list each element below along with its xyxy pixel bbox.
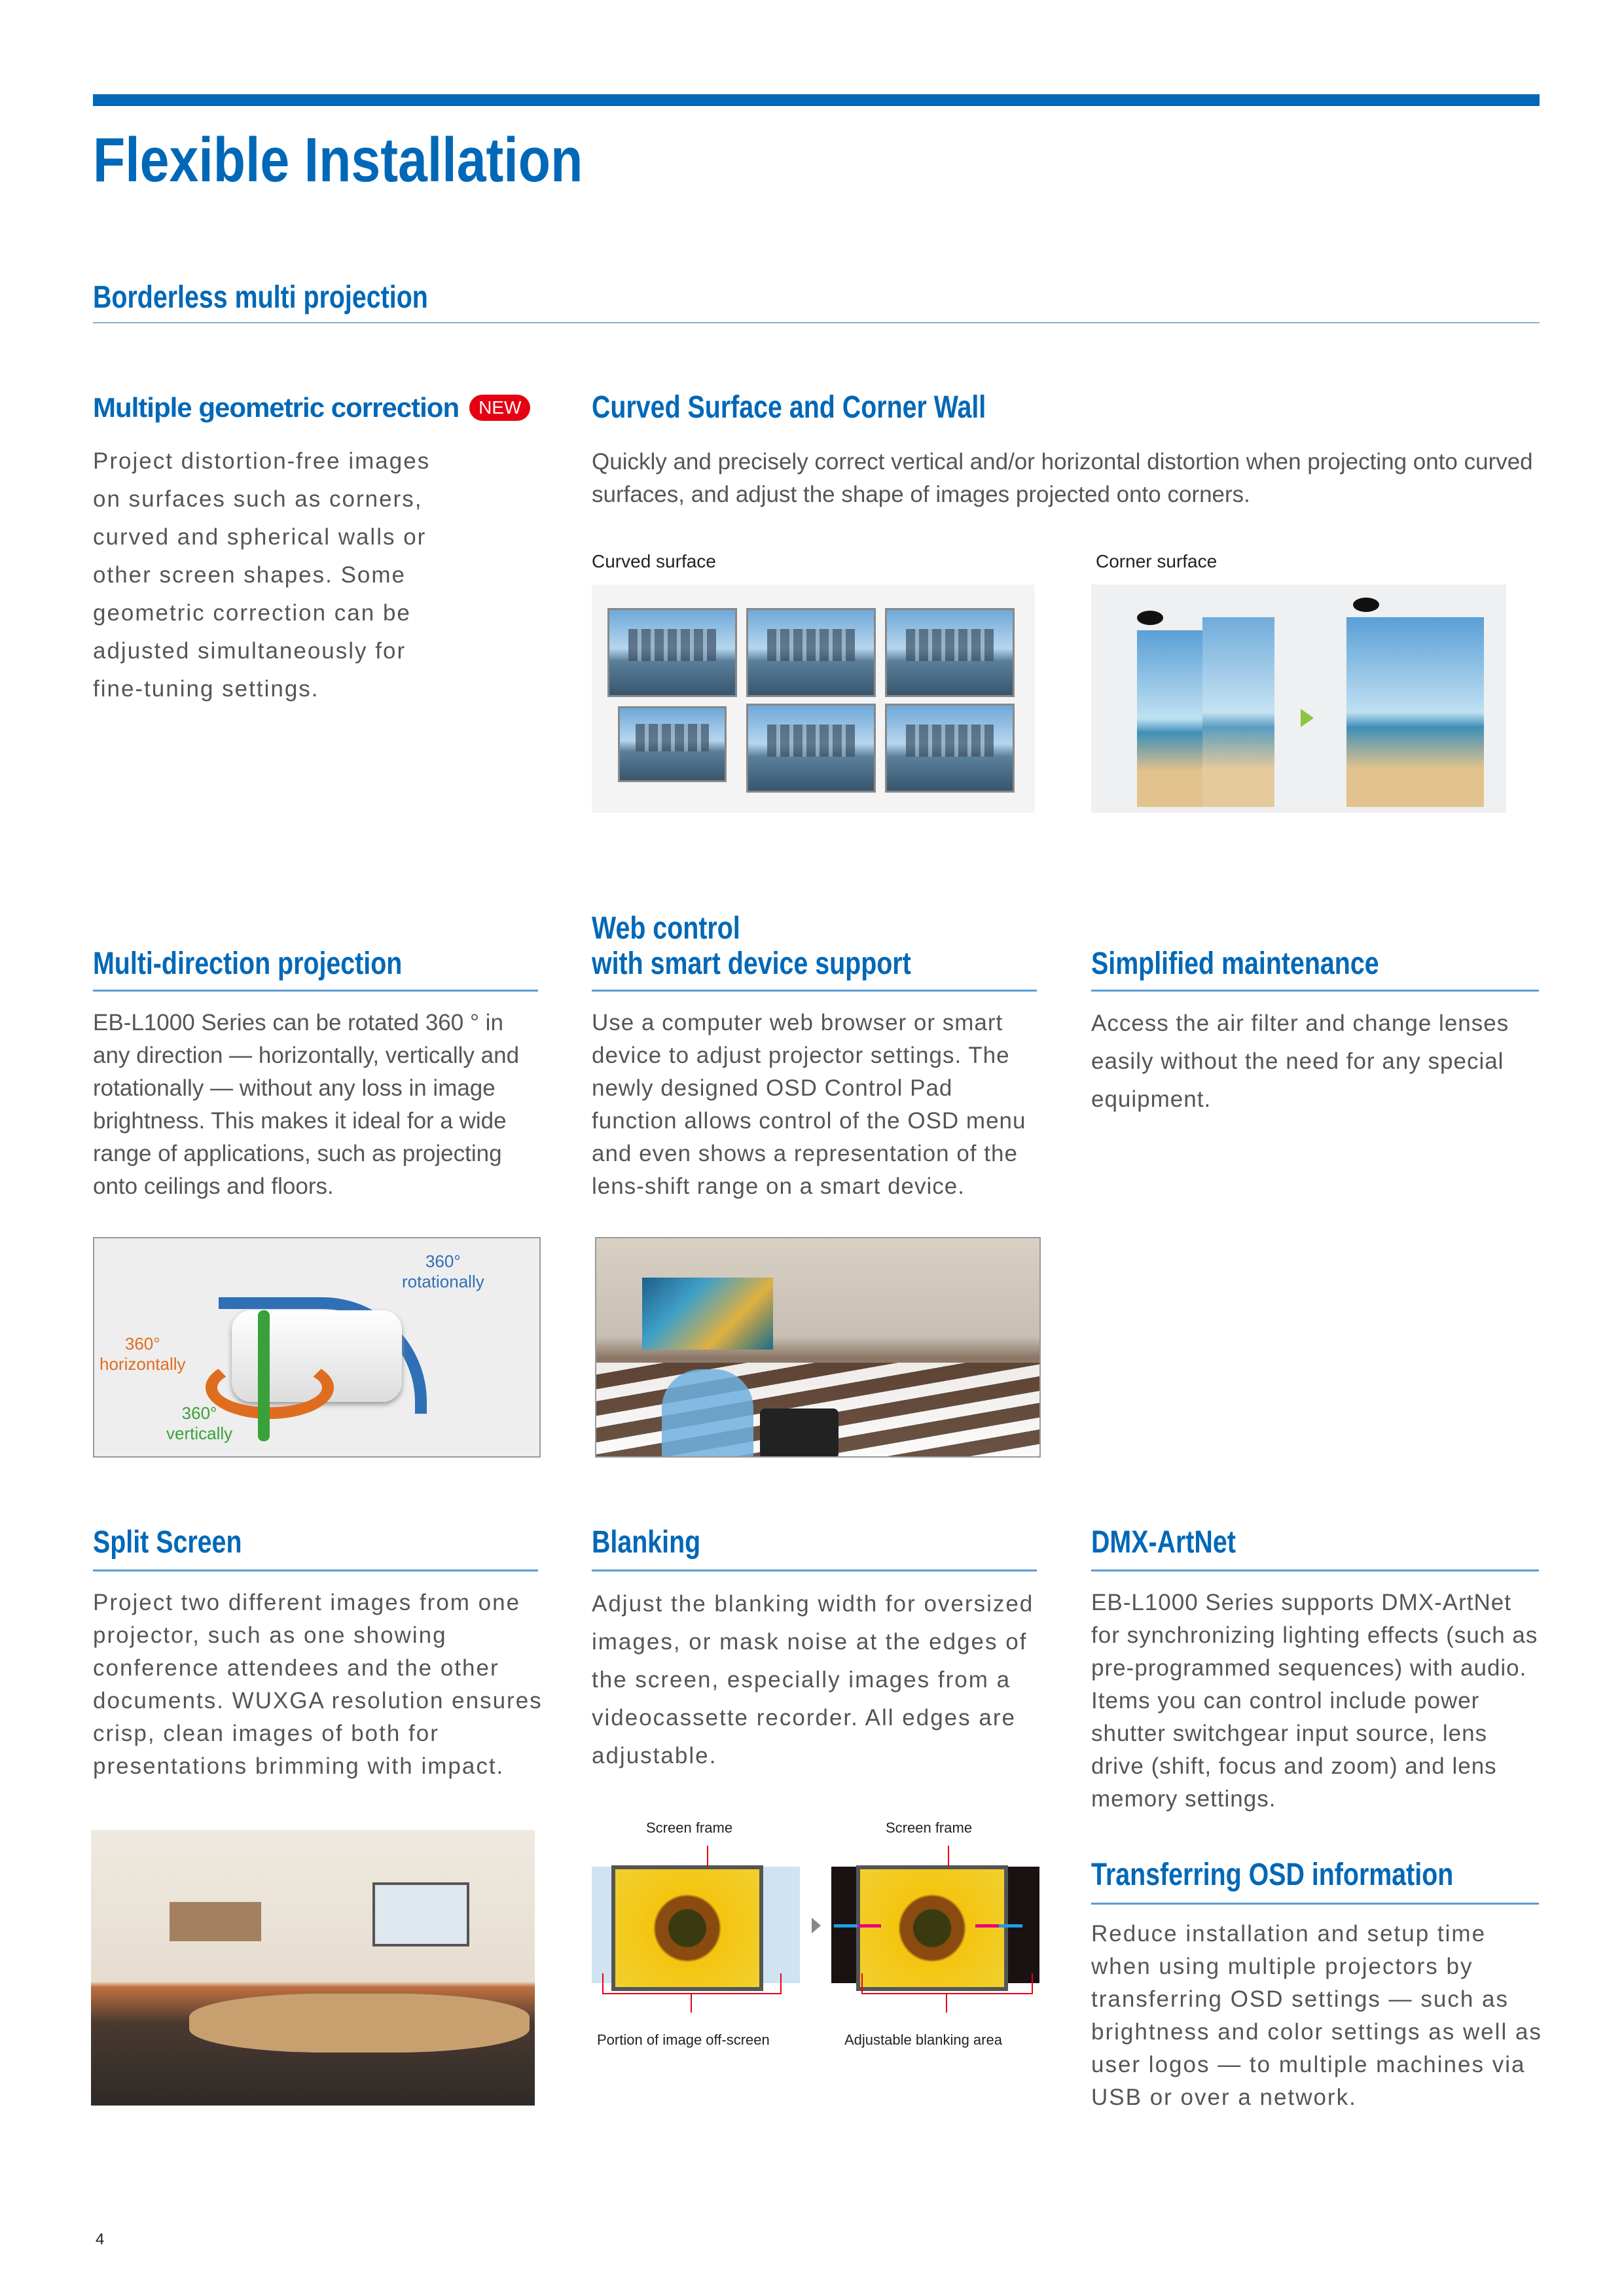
split-divider bbox=[93, 1570, 538, 1571]
blanking-text: Adjust the blanking width for oversized images, or mask noise at the edges of the screen, especially images from a videocassette recorder. All edges are adjustable. bbox=[592, 1591, 1034, 1768]
osd-divider bbox=[1091, 1903, 1539, 1905]
multidir-text: EB-L1000 Series can be rotated 360 ° in any direction — horizontally, vertically and rotationally — without any loss in image brightness. This makes it ideal for a wide range of applications, such as projecting onto ceilings and floors. bbox=[93, 1010, 520, 1199]
screen-frame-label-2: Screen frame bbox=[886, 1820, 973, 1836]
blanking-divider bbox=[592, 1570, 1037, 1571]
horizontally-label: 360° horizontally bbox=[99, 1334, 186, 1374]
rotationally-label: 360° rotationally bbox=[402, 1251, 484, 1291]
split-text: Project two different images from one projector, such as one showing conference attendees and the other documents. WUXGA resolution ensures crisp, clean images of both for presentations brimming with impact. bbox=[93, 1590, 543, 1779]
geometric-header bbox=[93, 390, 530, 425]
maint-heading: Simplified maintenance bbox=[1091, 946, 1379, 981]
web-heading-line1: Web control bbox=[592, 911, 740, 946]
curved-surface-image bbox=[592, 584, 1035, 813]
maint-text: Access the air filter and change lenses easily without the need for any special equipment. bbox=[1091, 1011, 1509, 1112]
dmx-heading: DMX-ArtNet bbox=[1091, 1525, 1236, 1560]
new-badge: NEW bbox=[469, 395, 530, 421]
maint-divider bbox=[1091, 990, 1539, 992]
blanking-diagram bbox=[592, 1820, 1038, 2055]
vertically-label: 360° vertically bbox=[166, 1403, 233, 1443]
multidir-heading: Multi-direction projection bbox=[93, 946, 403, 981]
blanking-heading: Blanking bbox=[592, 1525, 701, 1560]
curved-surface-label: Curved surface bbox=[592, 551, 716, 571]
section-divider bbox=[93, 322, 1540, 323]
split-screen-image bbox=[91, 1830, 535, 2106]
web-heading-line2: with smart device support bbox=[592, 946, 911, 981]
osd-text: Reduce installation and setup time when using multiple projectors by transferring OSD settings — such as brightness and color settings as well as user logos — to multiple machines via USB or over a network. bbox=[1091, 1921, 1542, 2110]
top-accent-bar bbox=[93, 94, 1540, 106]
offscreen-label: Portion of image off-screen bbox=[597, 2032, 770, 2048]
geometric-heading: Multiple geometric correction bbox=[93, 392, 460, 423]
web-divider bbox=[592, 990, 1037, 992]
corner-surface-image bbox=[1091, 584, 1506, 813]
curved-heading: Curved Surface and Corner Wall bbox=[592, 390, 986, 425]
split-heading: Split Screen bbox=[93, 1525, 242, 1560]
page-number: 4 bbox=[96, 2231, 105, 2248]
multidir-image bbox=[93, 1237, 541, 1458]
corner-surface-label: Corner surface bbox=[1096, 551, 1218, 571]
web-text: Use a computer web browser or smart device to adjust projector settings. The newly designed OSD Control Pad function allows control of the OSD menu and even shows a representation of the lens-shift range on a smart device. bbox=[592, 1010, 1026, 1199]
web-control-image bbox=[595, 1237, 1041, 1458]
geometric-text: Project distortion-free images on surfaces such as corners, curved and spherical walls or other screen shapes. Some geometric correction can be adjusted simultaneously for fine-tuning settings. bbox=[93, 448, 431, 702]
screen-frame-label-1: Screen frame bbox=[646, 1820, 733, 1836]
osd-heading: Transferring OSD information bbox=[1091, 1857, 1454, 1892]
section-heading: Borderless multi projection bbox=[93, 280, 428, 315]
multidir-divider bbox=[93, 990, 538, 992]
page-title: Flexible Installation bbox=[93, 125, 583, 195]
blanking-area-label: Adjustable blanking area bbox=[844, 2032, 1002, 2048]
curved-text: Quickly and precisely correct vertical and/or horizontal distortion when projecting onto curved surfaces, and adjust the shape of images projected onto corners. bbox=[592, 449, 1533, 507]
dmx-divider bbox=[1091, 1570, 1539, 1571]
dmx-text: EB-L1000 Series supports DMX-ArtNet for synchronizing lighting effects (such as pre-programmed sequences) with audio. Items you can control include power shutter switchgear input source, lens drive (shift, focus and zoom) and lens memory settings. bbox=[1091, 1590, 1538, 1812]
